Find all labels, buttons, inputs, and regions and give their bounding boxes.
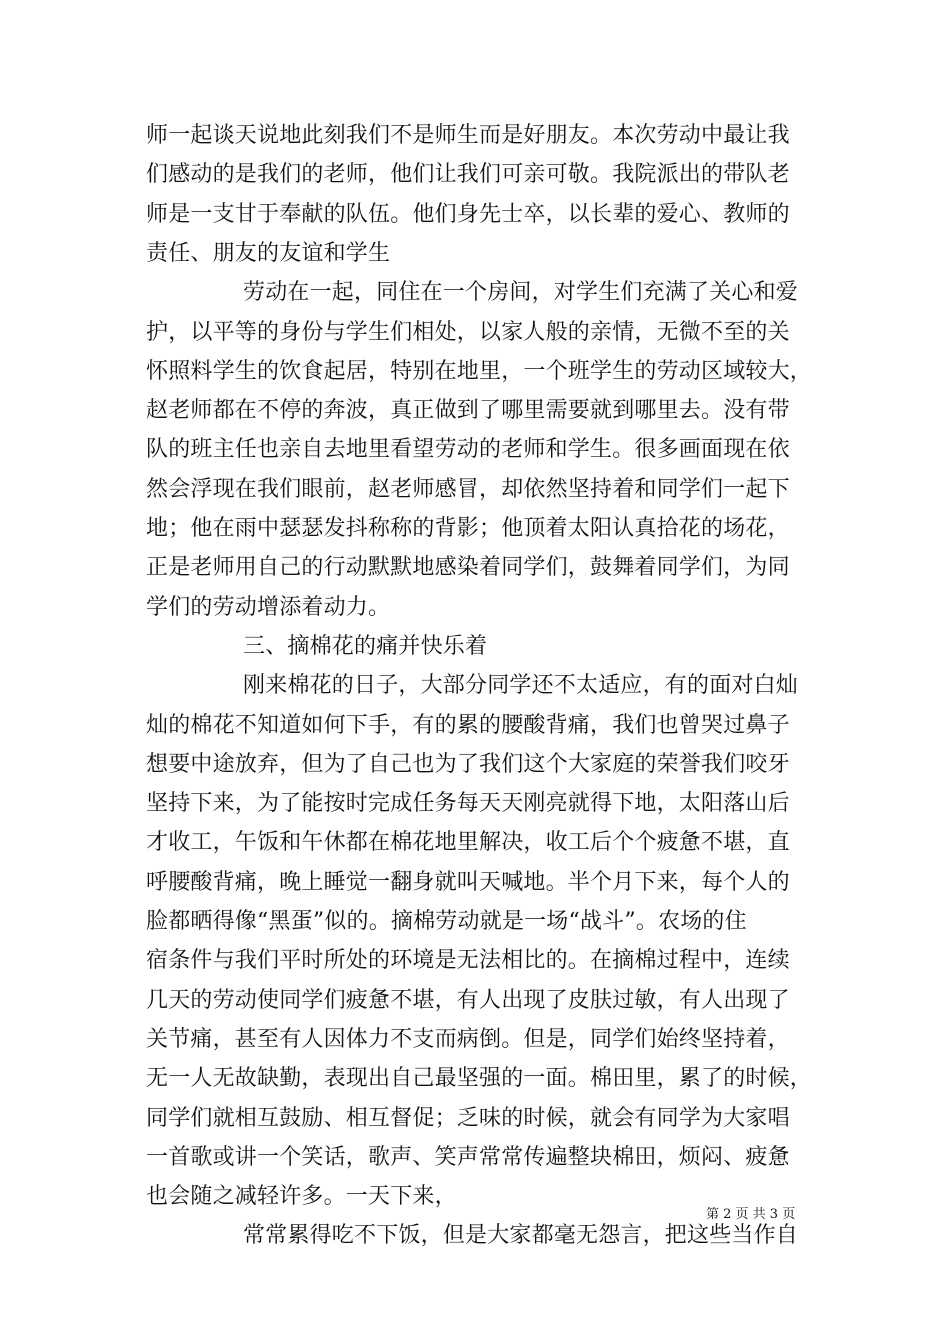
text-line: 赵老师都在不停的奔波，真正做到了哪里需要就到哪里去。没有带 — [146, 398, 790, 423]
text-line: 护，以平等的身份与学生们相处，以家人般的亲情，无微不至的关 — [146, 320, 790, 345]
text-line: 地；他在雨中瑟瑟发抖称称的背影；他顶着太阳认真拾花的场花， — [146, 516, 790, 541]
text-line: 正是老师用自己的行动默默地感染着同学们，鼓舞着同学们，为同 — [146, 555, 790, 580]
text-line: 然会浮现在我们眼前，赵老师感冒，却依然坚持着和同学们一起下 — [146, 477, 790, 502]
text-line: 灿的棉花不知道如何下手，有的累的腰酸背痛，我们也曾哭过鼻子 — [146, 713, 790, 738]
text-line: 怀照料学生的饮食起居，特别在地里，一个班学生的劳动区域较大， — [146, 359, 813, 384]
text-line: 师是一支甘于奉献的队伍。他们身先士卒，以长辈的爱心、教师的 — [146, 202, 790, 227]
text-line: 也会随之减轻许多。一天下来， — [146, 1184, 457, 1209]
page-number-footer: 第 2 页 共 3 页 — [706, 1207, 796, 1222]
paragraph-first-line: 常常累得吃不下饭，但是大家都毫无怨言，把这些当作自 — [243, 1223, 799, 1248]
text-line: 无一人无故缺勤，表现出自己最坚强的一面。棉田里，累了的时候， — [146, 1066, 813, 1091]
text-line: 脸都晒得像“黑蛋”似的。摘棉劳动就是一场“战斗”。农场的住 — [146, 909, 747, 934]
text-line: 坚持下来，为了能按时完成任务每天天刚亮就得下地，太阳落山后 — [146, 791, 790, 816]
text-line: 几天的劳动使同学们疲惫不堪，有人出现了皮肤过敏，有人出现了 — [146, 988, 790, 1013]
text-line: 关节痛，甚至有人因体力不支而病倒。但是，同学们始终坚持着， — [146, 1027, 790, 1052]
paragraph-first-line: 刚来棉花的日子，大部分同学还不太适应，有的面对白灿 — [243, 673, 799, 698]
text-line: 宿条件与我们平时所处的环境是无法相比的。在摘棉过程中，连续 — [146, 948, 790, 973]
paragraph-first-line: 劳动在一起，同住在一个房间，对学生们充满了关心和爱 — [243, 280, 799, 305]
text-line: 同学们就相互鼓励、相互督促；乏味的时候，就会有同学为大家唱 — [146, 1106, 790, 1131]
text-line: 们感动的是我们的老师，他们让我们可亲可敬。我院派出的带队老 — [146, 162, 790, 187]
section-heading: 三、摘棉花的痛并快乐着 — [243, 634, 488, 659]
text-line: 才收工，午饭和午休都在棉花地里解决，收工后个个疲惫不堪，直 — [146, 830, 790, 855]
text-line: 想要中途放弃，但为了自己也为了我们这个大家庭的荣誉我们咬牙 — [146, 752, 790, 777]
text-line: 学们的劳动增添着动力。 — [146, 595, 391, 620]
text-line: 师一起谈天说地此刻我们不是师生而是好朋友。本次劳动中最让我 — [146, 123, 790, 148]
text-line: 一首歌或讲一个笑话，歌声、笑声常常传遍整块棉田，烦闷、疲惫 — [146, 1145, 790, 1170]
text-line: 队的班主任也亲自去地里看望劳动的老师和学生。很多画面现在依 — [146, 437, 790, 462]
text-line: 呼腰酸背痛，晚上睡觉一翻身就叫天喊地。半个月下来，每个人的 — [146, 870, 790, 895]
text-line: 责任、朋友的友谊和学生 — [146, 241, 391, 266]
